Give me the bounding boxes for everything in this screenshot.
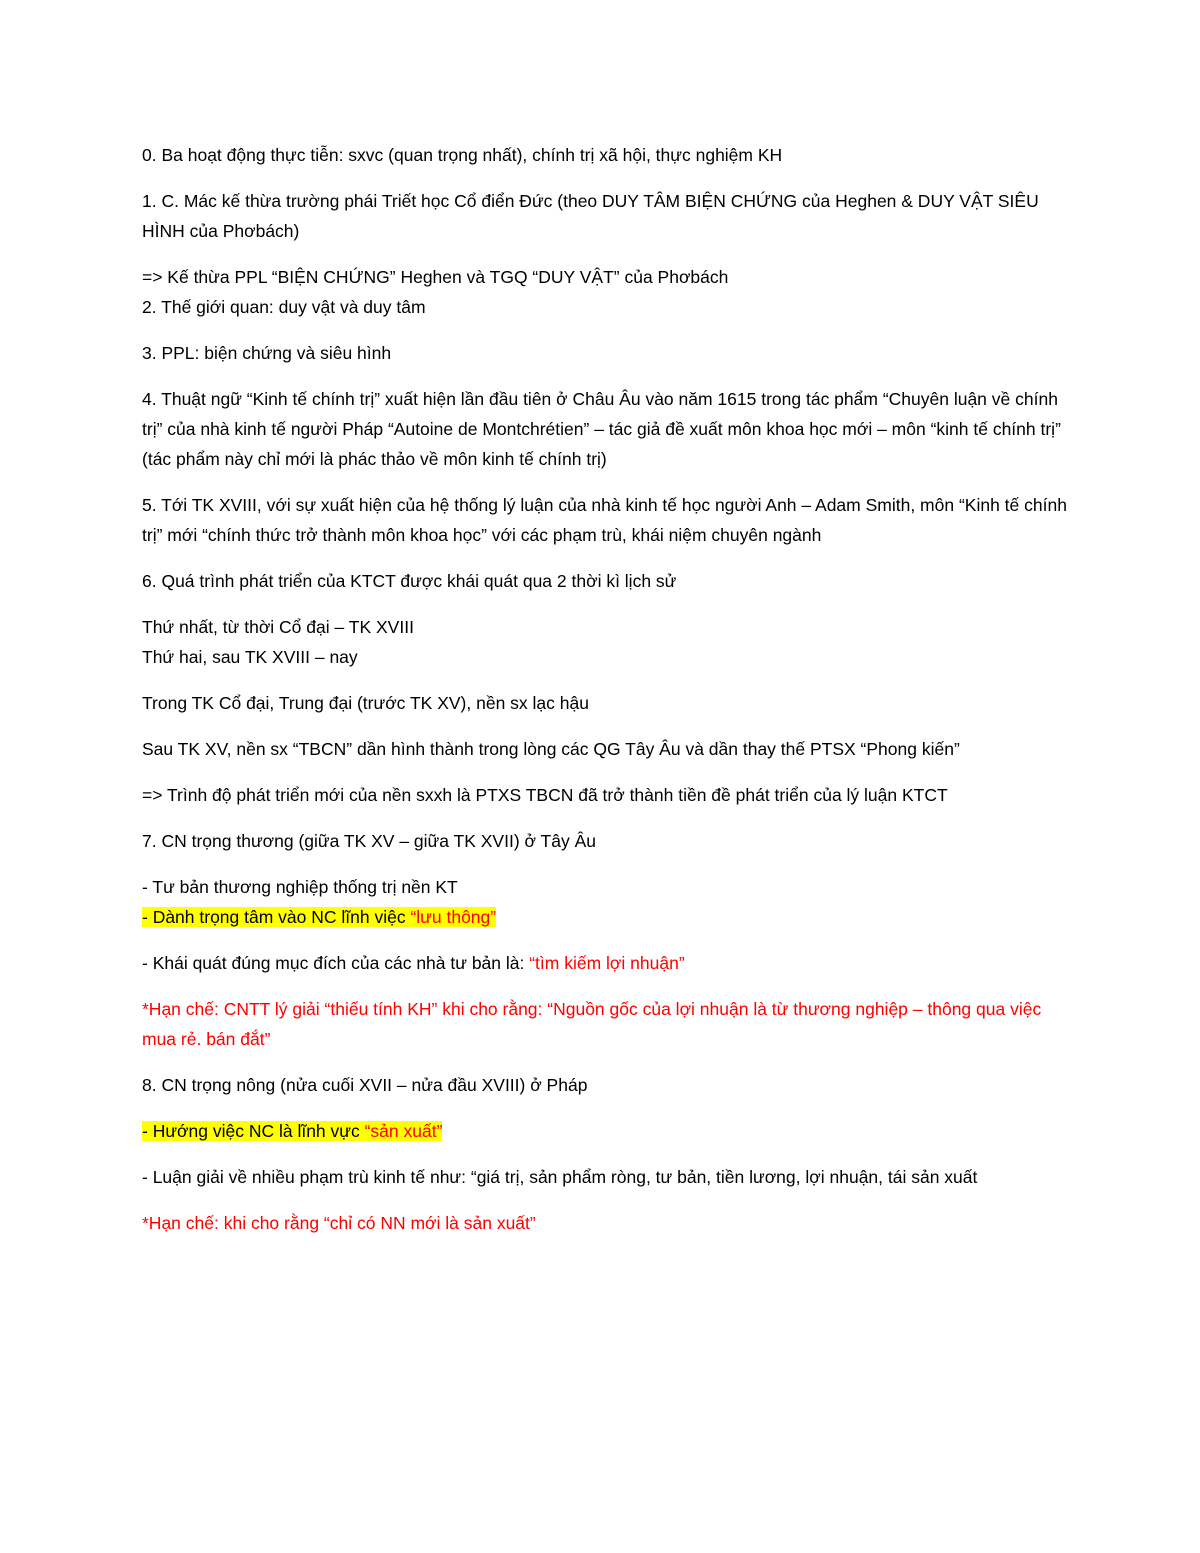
highlighted-text [142, 1121, 442, 1141]
document-body [142, 140, 1072, 1254]
paragraph-7-bullet-3 [142, 948, 1072, 978]
paragraph-2: 2. Thế giới quan: duy vật và duy tâm [142, 297, 426, 317]
paragraph-6: 6. Quá trình phát triển của KTCT được khái quát qua 2 thời kì lịch sử [142, 571, 677, 591]
highlighted-text [142, 907, 496, 927]
paragraph-0: 0. Ba hoạt động thực tiễn: sxvc (quan trọng nhất), chính trị xã hội, thực nghiệm KH [142, 145, 783, 165]
paragraph-8-bullet-1 [142, 1116, 1072, 1146]
paragraph-5: 5. Tới TK XVIII, với sự xuất hiện của hệ thống lý luận của nhà kinh tế học người Anh – Adam Smith, môn “Kinh tế chính trị” mới “chính thức trở thành môn khoa học” với các phạm trù, khái niệm chuyên ngành [142, 495, 1067, 545]
paragraph-7-bullet-2 [142, 902, 1072, 932]
paragraph-6-ancient: Trong TK Cổ đại, Trung đại (trước TK XV), nền sx lạc hậu [142, 693, 589, 713]
red-text: “lưu thông” [410, 907, 497, 927]
paragraph-7: 7. CN trọng thương (giữa TK XV – giữa TK XVII) ở Tây Âu [142, 831, 596, 851]
paragraph-8: 8. CN trọng nông (nửa cuối XVII – nửa đầu XVIII) ở Pháp [142, 1075, 588, 1095]
paragraph-1: 1. C. Mác kế thừa trường phái Triết học Cổ điển Đức (theo DUY TÂM BIỆN CHỨNG của Heghen & DUY VẬT SIÊU HÌNH của Phơbách) [142, 191, 1039, 241]
paragraph-7-limitation: *Hạn chế: CNTT lý giải “thiếu tính KH” khi cho rằng: “Nguồn gốc của lợi nhuận là từ thương nghiệp – thông qua việc mua rẻ. bán đắt” [142, 999, 1042, 1049]
paragraph-6-first-period: Thứ nhất, từ thời Cổ đại – TK XVIII [142, 617, 414, 637]
paragraph-8-bullet-2: - Luận giải về nhiều phạm trù kinh tế như: “giá trị, sản phẩm ròng, tư bản, tiền lương, lợi nhuận, tái sản xuất [142, 1167, 978, 1187]
paragraph-1-conclusion: => Kế thừa PPL “BIỆN CHỨNG” Heghen và TGQ “DUY VẬT” của Phơbách [142, 267, 729, 287]
paragraph-7-bullet-1: - Tư bản thương nghiệp thống trị nền KT [142, 877, 458, 897]
bullet-text: - Hướng việc NC là lĩnh vực [142, 1121, 365, 1141]
red-text: “sản xuất” [364, 1121, 443, 1141]
paragraph-6-after-xv: Sau TK XV, nền sx “TBCN” dần hình thành trong lòng các QG Tây Âu và dần thay thế PTSX “Phong kiến” [142, 739, 960, 759]
red-text: “tìm kiếm lợi nhuận” [529, 953, 685, 973]
paragraph-6-second-period: Thứ hai, sau TK XVIII – nay [142, 647, 358, 667]
paragraph-6-conclusion: => Trình độ phát triển mới của nền sxxh là PTXS TBCN đã trở thành tiền đề phát triển của lý luận KTCT [142, 785, 948, 805]
paragraph-3: 3. PPL: biện chứng và siêu hình [142, 343, 392, 363]
bullet-text: - Khái quát đúng mục đích của các nhà tư bản là: [142, 953, 530, 973]
bullet-text: - Dành trọng tâm vào NC lĩnh việc [142, 907, 411, 927]
paragraph-4: 4. Thuật ngữ “Kinh tế chính trị” xuất hiện lần đầu tiên ở Châu Âu vào năm 1615 trong tác phẩm “Chuyên luận về chính trị” của nhà kinh tế người Pháp “Autoine de Montchrétien” – tác giả đề xuất môn khoa học mới – môn “kinh tế chính trị” (tác phẩm này chỉ mới là phác thảo về môn kinh tế chính trị) [142, 389, 1061, 469]
paragraph-8-limitation: *Hạn chế: khi cho rằng “chỉ có NN mới là sản xuất” [142, 1213, 536, 1233]
